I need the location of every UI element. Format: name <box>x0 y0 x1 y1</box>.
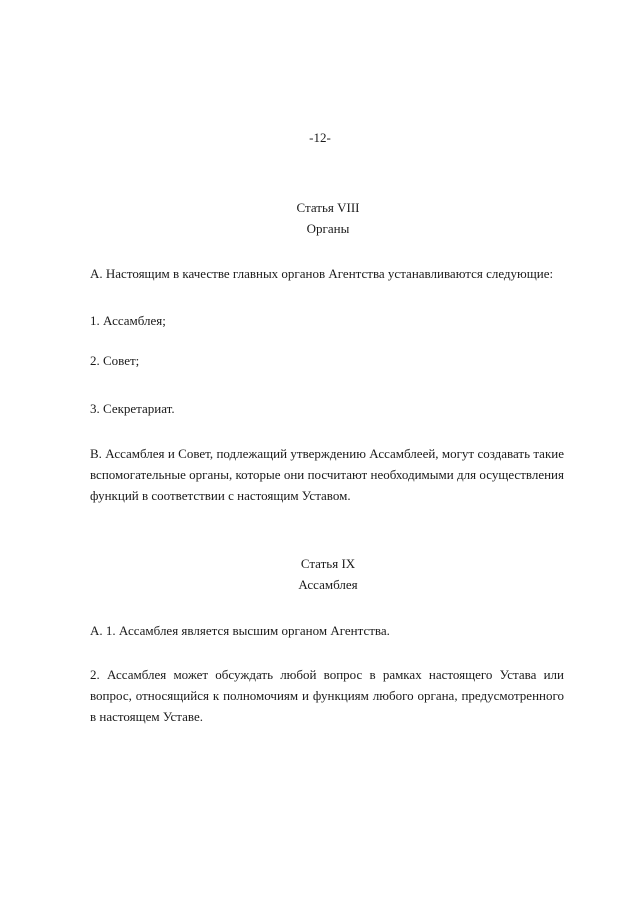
article-9-para-a1: А. 1. Ассамблея является высшим органом Агентства. <box>90 623 390 638</box>
article-8-subtitle: Органы <box>306 221 350 236</box>
article-8-item-2: 2. Совет; <box>90 353 140 368</box>
article-8-item-1: 1. Ассамблея; <box>90 313 166 328</box>
article-8-title: Статья VIII <box>296 200 360 215</box>
article-8-item-3: 3. Секретариат. <box>90 401 175 416</box>
page-number: -12- <box>309 130 331 145</box>
article-9-subtitle: Ассамблея <box>298 577 358 592</box>
article-8-para-a: А. Настоящим в качестве главных органов Агентства устанавливаются следующие: <box>90 266 554 281</box>
article-8-para-b: В. Ассамблея и Совет, подлежащий утверждению Ассамблеей, могут создавать такие вспомогательные органы, которые они посчитают необходимыми для осуществления функций в соответствии с настоящим Уставом. <box>90 446 564 503</box>
article-9-title: Статья IX <box>300 556 356 571</box>
article-9-para-2: 2. Ассамблея может обсуждать любой вопрос в рамках настоящего Устава или вопрос, относящийся к полномочиям и функциям любого органа, предусмотренного в настоящем Уставе. <box>90 667 564 724</box>
